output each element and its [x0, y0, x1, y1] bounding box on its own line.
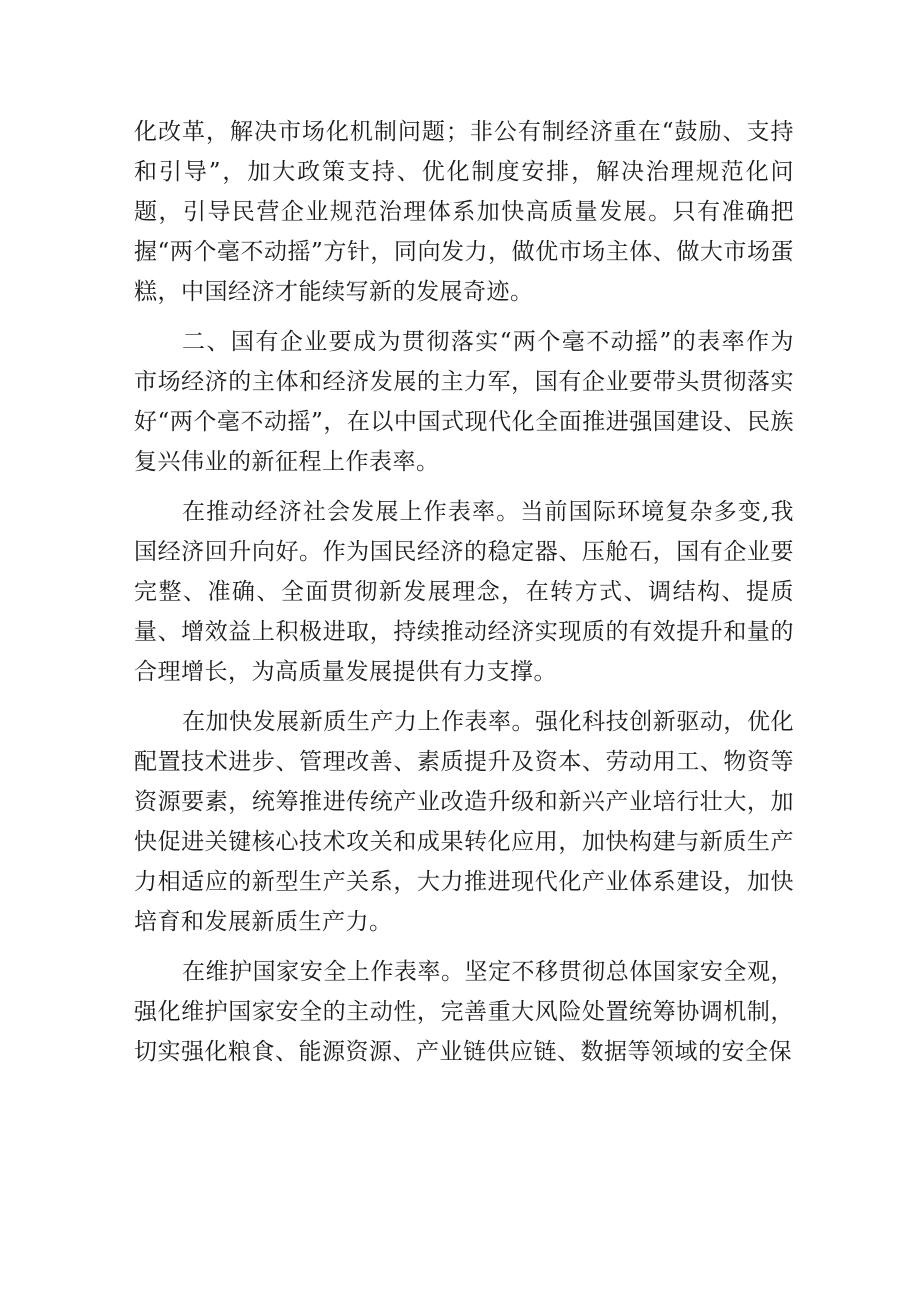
document-body [134, 112, 794, 1082]
paragraph-continuation: 化改革，解决市场化机制问题；非公有制经济重在“鼓励、支持和引导”，加大政策支持、优化制度安排，解决治理规范化问题，引导民营企业规范治理体系加快高质量发展。只有准确把握“两个毫不动摇”方针，同向发力，做优市场主体、做大市场蛋糕，中国经济才能续写新的发展奇迹。 [134, 119, 794, 305]
paragraph-new-productivity: 在加快发展新质生产力上作表率。强化科技创新驱动，优化配置技术进步、管理改善、素质提升及资本、劳动用工、物资等资源要素，统筹推进传统产业改造升级和新兴产业培行壮大，加快促进关键核心技术攻关和成果转化应用，加快构建与新质生产力相适应的新型生产关系，大力推进现代化产业体系建设，加快培育和发展新质生产力。 [134, 709, 794, 935]
paragraph-national-security: 在维护国家安全上作表率。坚定不移贯彻总体国家安全观，强化维护国家安全的主动性，完善重大风险处置统筹协调机制，切实强化粮食、能源资源、产业链供应链、数据等领域的安全保 [134, 959, 794, 1065]
paragraph-section-heading: 二、国有企业要成为贯彻落实“两个毫不动摇”的表率作为市场经济的主体和经济发展的主力军，国有企业要带头贯彻落实好“两个毫不动摇”，在以中国式现代化全面推进强国建设、民族复兴伟业的新征程上作表率。 [134, 329, 794, 475]
paragraph-economic-development: 在推动经济社会发展上作表率。当前国际环境复杂多变,我国经济回升向好。作为国民经济的稳定器、压舱石，国有企业要完整、准确、全面贯彻新发展理念，在转方式、调结构、提质量、增效益上积极进取，持续推动经济实现质的有效提升和量的合理增长，为高质量发展提供有力支撑。 [134, 499, 794, 685]
